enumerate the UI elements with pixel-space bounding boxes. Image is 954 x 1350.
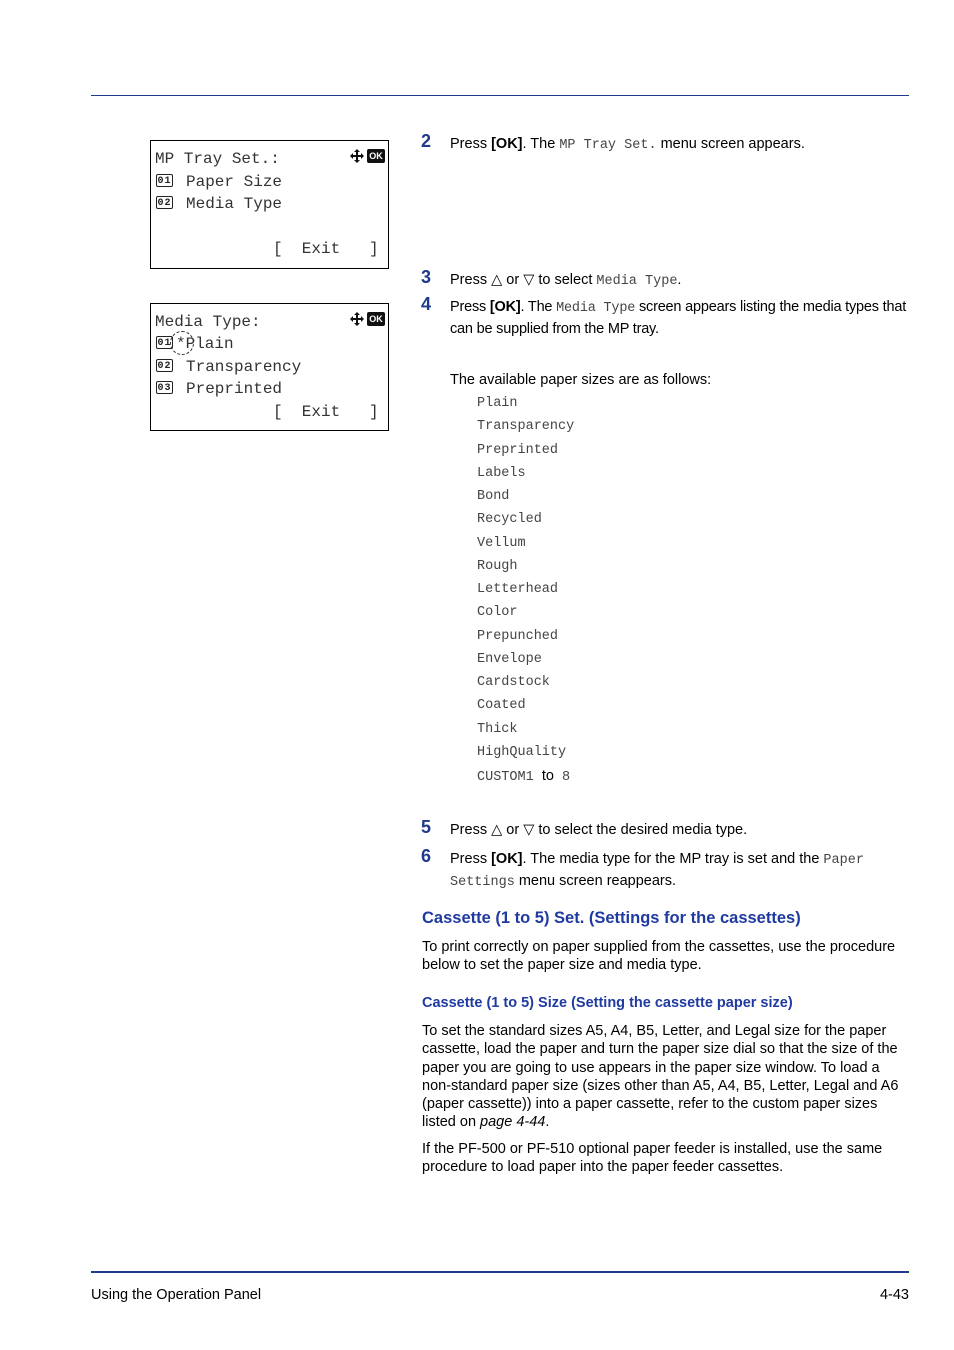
section-paragraph: If the PF-500 or PF-510 optional paper feeder is installed, use the same procedure to load paper into the paper feeder cassettes. [422, 1141, 883, 1176]
menu-item-preprinted: Preprinted [186, 380, 283, 398]
item-number-badge: 01 [157, 176, 172, 187]
step-number: 6 [421, 846, 432, 866]
list-item: Thick [477, 721, 518, 737]
page-number: 4-43 [879, 1287, 909, 1303]
list-item: Plain [477, 396, 518, 411]
section-heading: Cassette (1 to 5) Set. (Settings for the cassettes) [422, 909, 801, 927]
section-paragraph: To set the standard sizes A5, A4, B5, Letter, and Legal size for the paper cassette, load the paper and turn the paper size dial so that the size of the paper you are going to use appears in the paper size window. To load a non-standard paper size (sizes other than A5, A4, B5, Letter, Legal and A6 (paper cassette)) into a paper cassette, refer to the custom paper sizes listed on page 4-44. [422, 1023, 899, 1131]
media-type-list [477, 395, 574, 790]
list-item: HighQuality [477, 744, 567, 760]
lcd-title: MP Tray Set.: [155, 150, 280, 168]
list-item: Recycled [477, 512, 542, 528]
list-item: Letterhead [477, 582, 559, 597]
menu-item-transparency: Transparency [186, 358, 302, 376]
four-way-arrow-icon [349, 311, 365, 327]
menu-item-paper-size: Paper Size [186, 173, 283, 191]
sizes-intro: The available paper sizes are as follows: [450, 372, 712, 388]
step-number: 4 [421, 294, 432, 314]
item-number-badge: 01 [157, 338, 172, 349]
lcd-screen-media-type [150, 303, 389, 431]
page-reference-link[interactable]: page 4-44 [480, 1114, 546, 1131]
menu-item-plain: *Plain [176, 335, 234, 353]
list-item: Preprinted [477, 442, 559, 458]
list-item: Color [477, 605, 518, 621]
ok-icon: OK [367, 149, 385, 163]
lcd-screen-mp-tray-set [150, 140, 389, 269]
step-5-text: Press △ or ▽ to select the desired media type. [450, 822, 748, 838]
lcd-nav-icons [349, 311, 385, 327]
step-number: 5 [421, 817, 432, 837]
list-item: Rough [477, 558, 518, 574]
list-item: Cardstock [477, 675, 550, 690]
step-2-text: Press [OK]. The MP Tray Set. menu screen appears. [450, 136, 805, 153]
section-paragraph: To print correctly on paper supplied from the cassettes, use the procedure below to set the paper size and media type. [422, 939, 896, 974]
lcd-nav-icons [349, 148, 385, 164]
ok-icon: OK [367, 312, 385, 326]
step-6-text: Press [OK]. The media type for the MP tray is set and the Paper Settings menu screen reappears. [450, 851, 864, 890]
list-item: Transparency [477, 419, 575, 435]
step-number: 2 [421, 131, 432, 151]
list-item-custom: CUSTOM1 to 8 [477, 768, 571, 785]
list-item: Prepunched [477, 628, 559, 644]
menu-item-media-type: Media Type [186, 195, 283, 213]
lcd-title: Media Type: [155, 313, 261, 331]
list-item: Vellum [477, 535, 526, 551]
footer-section-title: Using the Operation Panel [91, 1287, 262, 1303]
header-rule [91, 95, 909, 96]
list-item: Bond [477, 489, 510, 504]
list-item: Labels [477, 465, 526, 481]
step-4-text: Press [OK]. The Media Type screen appears listing the media types that can be supplied from the MP tray. [450, 299, 907, 337]
footer-rule [91, 1271, 909, 1273]
list-item: Coated [477, 698, 526, 714]
item-number-badge: 02 [157, 361, 172, 372]
subsection-heading: Cassette (1 to 5) Size (Setting the cassette paper size) [422, 995, 793, 1011]
step-number: 3 [421, 267, 432, 287]
list-item: Envelope [477, 651, 542, 667]
step-3-text: Press △ or ▽ to select Media Type. [450, 272, 682, 289]
item-number-badge: 03 [157, 383, 172, 394]
exit-softkey: [ Exit ] [273, 403, 379, 421]
item-number-badge: 02 [157, 198, 172, 209]
exit-softkey: [ Exit ] [273, 240, 379, 258]
four-way-arrow-icon [349, 148, 365, 164]
